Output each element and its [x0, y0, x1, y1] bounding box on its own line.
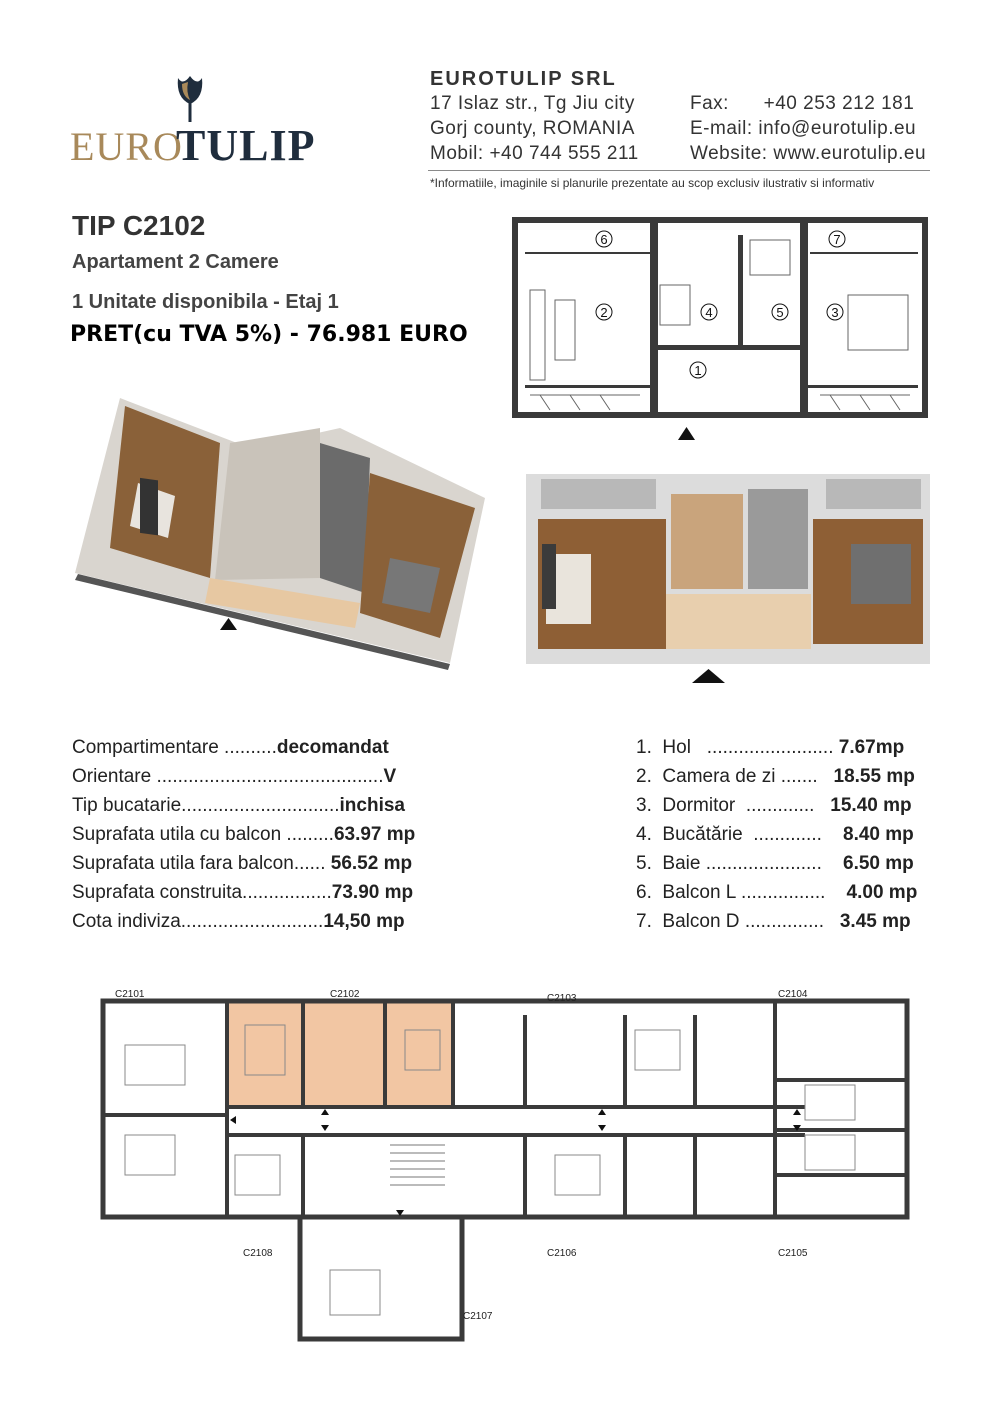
rooms-list — [636, 737, 936, 940]
plan-number-3: 3 — [831, 305, 839, 320]
room-row: 7. Balcon D ............... 3.45 mp — [636, 911, 911, 932]
unit-label-c2101: C2101 — [115, 989, 145, 1000]
room-row: 3. Dormitor ............. 15.40 mp — [636, 795, 912, 816]
plan-number-4: 4 — [705, 305, 713, 320]
room-row: 4. Bucătărie ............. 8.40 mp — [636, 824, 914, 845]
plan-number-7: 7 — [833, 232, 841, 247]
spec-row: Suprafata utila cu balcon .........63.97 mp — [72, 824, 416, 845]
room-row: 1. Hol ........................ 7.67mp — [636, 737, 905, 758]
spec-row: Suprafata construita.................73.90 mp — [72, 882, 414, 903]
apartment-type-title: TIP C2102 — [72, 210, 206, 241]
unit-label-c2103: C2103 — [547, 993, 577, 1004]
specs-list — [72, 737, 452, 940]
plan-number-5: 5 — [776, 305, 784, 320]
mobile-number: Mobil: +40 744 555 211 — [430, 143, 639, 164]
apartment-3d-render-perspective — [70, 388, 490, 670]
apartment-3d-render-topdown — [526, 474, 930, 686]
spec-row: Compartimentare ..........decomandat — [72, 737, 389, 758]
unit-label-c2102: C2102 — [330, 989, 360, 1000]
apartment-floor-plan — [510, 215, 930, 443]
header-divider — [428, 170, 930, 171]
unit-label-c2107: C2107 — [463, 1311, 493, 1322]
unit-label-c2108: C2108 — [243, 1248, 273, 1259]
fax-number: Fax: +40 253 212 181 — [690, 93, 915, 114]
address-line-1: 17 Islaz str., Tg Jiu city — [430, 93, 635, 114]
price: PRET(cu TVA 5%) - 76.981 EURO — [70, 322, 468, 347]
company-name: EUROTULIP SRL — [430, 68, 617, 90]
disclaimer: *Informatiile, imaginile si planurile prezentate au scop exclusiv ilustrativ si informativ — [430, 176, 875, 190]
spec-row: Tip bucatarie..............................inchisa — [72, 795, 405, 816]
unit-label-c2106: C2106 — [547, 1248, 577, 1259]
apartment-rooms: Apartament 2 Camere — [72, 251, 279, 273]
room-row: 5. Baie ...................... 6.50 mp — [636, 853, 914, 874]
plan-number-1: 1 — [694, 363, 702, 378]
room-row: 6. Balcon L ................ 4.00 mp — [636, 882, 918, 903]
plan-number-6: 6 — [600, 232, 608, 247]
spec-row: Cota indiviza...........................14,50 mp — [72, 911, 405, 932]
spec-row: Suprafata utila fara balcon...... 56.52 mp — [72, 853, 413, 874]
address-line-2: Gorj county, ROMANIA — [430, 118, 635, 139]
logo-tulip-text: TULIP — [176, 121, 316, 170]
room-row: 2. Camera de zi ....... 18.55 mp — [636, 766, 915, 787]
website-address: Website: www.eurotulip.eu — [690, 143, 927, 164]
unit-label-c2105: C2105 — [778, 1248, 808, 1259]
tulip-icon — [170, 72, 210, 124]
availability: 1 Unitate disponibila - Etaj 1 — [72, 291, 339, 313]
spec-row: Orientare ...........................................V — [72, 766, 397, 787]
email-address: E-mail: info@eurotulip.eu — [690, 118, 917, 139]
building-floor-plan — [85, 985, 915, 1350]
plan-number-2: 2 — [600, 305, 608, 320]
logo-euro-text: EURO — [70, 124, 183, 169]
unit-label-c2104: C2104 — [778, 989, 808, 1000]
logo — [70, 72, 320, 170]
